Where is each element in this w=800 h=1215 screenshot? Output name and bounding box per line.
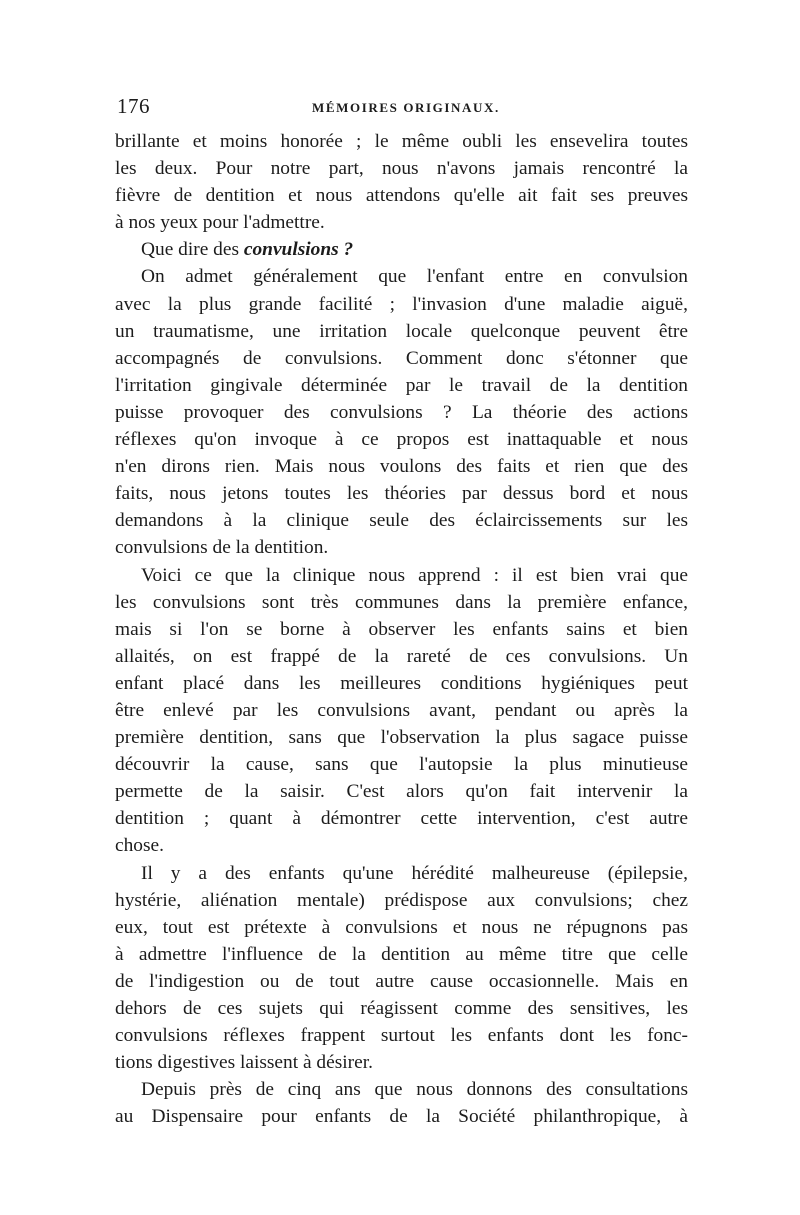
running-header bbox=[117, 94, 687, 120]
text-line: Depuis près de cinq ans que nous donnons des consultations bbox=[141, 1079, 688, 1101]
text-line: avec la plus grande facilité ; l'invasion d'une maladie aiguë, bbox=[115, 293, 688, 315]
text-line: être enlevé par les convulsions avant, pendant ou après la bbox=[115, 699, 688, 721]
text-line: dentition ; quant à démontrer cette intervention, c'est autre bbox=[115, 808, 688, 830]
text-line: à nos yeux pour l'admettre. bbox=[115, 212, 325, 234]
text-line: découvrir la cause, sans que l'autopsie la plus minutieuse bbox=[115, 754, 688, 776]
text-line: de l'indigestion ou de tout autre cause occasionnelle. Mais en bbox=[115, 970, 688, 992]
text-line: réflexes qu'on invoque à ce propos est inattaquable et nous bbox=[115, 429, 688, 451]
text-line: On admet généralement que l'enfant entre en convulsion bbox=[141, 266, 688, 288]
text-line: chose. bbox=[115, 835, 164, 857]
text-line: l'irritation gingivale déterminée par le travail de la dentition bbox=[115, 374, 688, 396]
text-line: mais si l'on se borne à observer les enfants sains et bien bbox=[115, 618, 688, 640]
text-line: puisse provoquer des convulsions ? La théorie des actions bbox=[115, 401, 688, 423]
text-line: les deux. Pour notre part, nous n'avons jamais rencontré la bbox=[115, 158, 688, 180]
text-line: eux, tout est prétexte à convulsions et nous ne répugnons pas bbox=[115, 916, 688, 938]
text-line: au Dispensaire pour enfants de la Société philanthropique, à bbox=[115, 1106, 688, 1128]
running-title: MÉMOIRES ORIGINAUX. bbox=[312, 100, 500, 115]
text-line: première dentition, sans que l'observation la plus sagace puisse bbox=[115, 727, 688, 749]
text-line: les convulsions sont très communes dans la première enfance, bbox=[115, 591, 688, 613]
body-text bbox=[115, 128, 688, 1130]
text-line: hystérie, aliénation mentale) prédispose aux convulsions; chez bbox=[115, 889, 688, 911]
text-line: demandons à la clinique seule des éclaircissements sur les bbox=[115, 510, 688, 532]
text-line-question bbox=[115, 236, 688, 263]
text-line: permette de la saisir. C'est alors qu'on fait intervenir la bbox=[115, 781, 688, 803]
text-line: tions digestives laissent à désirer. bbox=[115, 1052, 373, 1074]
text-line: Il y a des enfants qu'une hérédité malheureuse (épilepsie, bbox=[141, 862, 688, 884]
text-line: convulsions de la dentition. bbox=[115, 537, 329, 559]
text-line: n'en dirons rien. Mais nous voulons des faits et rien que des bbox=[115, 456, 688, 478]
text-line: enfant placé dans les meilleures conditions hygiéniques peut bbox=[115, 672, 688, 694]
text-line: faits, nous jetons toutes les théories par dessus bord et nous bbox=[115, 483, 688, 505]
text-line: à admettre l'influence de la dentition au même titre que celle bbox=[115, 943, 688, 965]
text-line: un traumatisme, une irritation locale quelconque peuvent être bbox=[115, 320, 688, 342]
text-line: convulsions réflexes frappent surtout les enfants dont les fonc- bbox=[115, 1025, 688, 1047]
text-line: dehors de ces sujets qui réagissent comme des sensitives, les bbox=[115, 998, 688, 1019]
text-line: Voici ce que la clinique nous apprend : il est bien vrai que bbox=[141, 564, 688, 586]
italic-term: convulsions ? bbox=[243, 239, 354, 261]
text-line: brillante et moins honorée ; le même oubli les ensevelira toutes bbox=[115, 131, 688, 152]
text-line: fièvre de dentition et nous attendons qu'elle ait fait ses preuves bbox=[115, 185, 688, 207]
text-line: allaités, on est frappé de la rareté de ces convulsions. Un bbox=[115, 645, 688, 667]
question-lead: Que dire des bbox=[141, 239, 239, 261]
page-number: 176 bbox=[117, 94, 150, 118]
text-line: accompagnés de convulsions. Comment donc s'étonner que bbox=[115, 347, 688, 369]
